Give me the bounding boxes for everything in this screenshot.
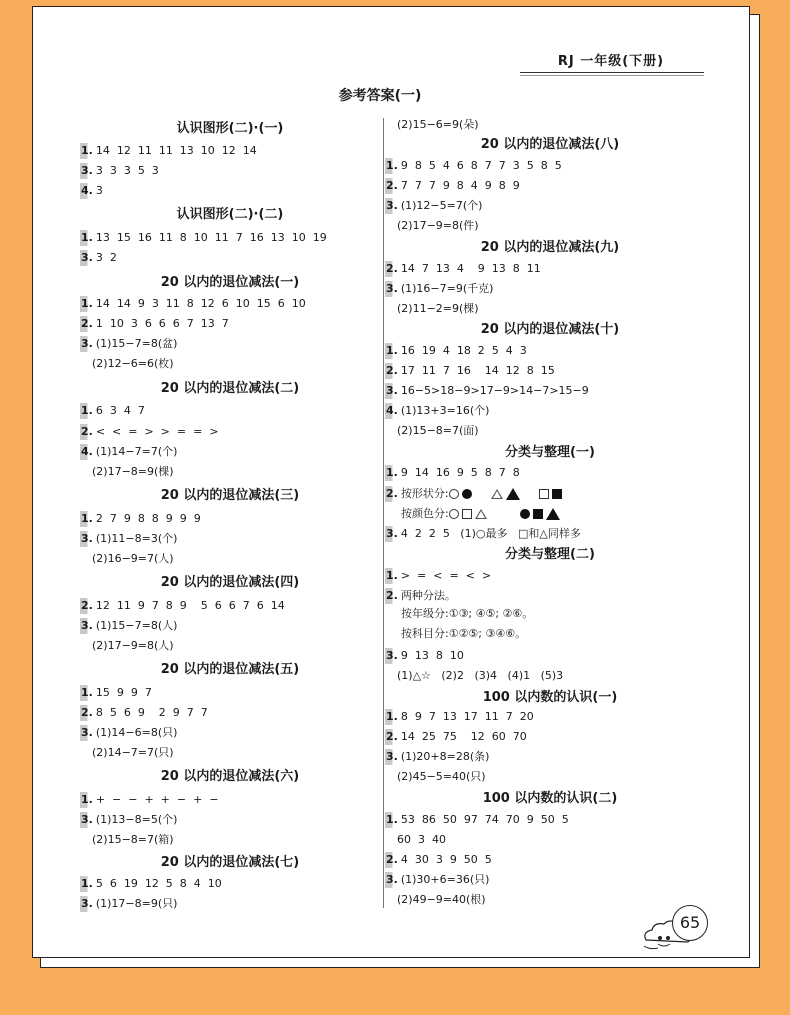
section-heading: 20 以内的退位减法(二) <box>160 381 300 396</box>
answer-line <box>80 316 229 332</box>
answer-line <box>80 403 145 419</box>
answer-text: (2)16−9=7(人) <box>92 552 174 565</box>
section-heading: 分类与整理(一) <box>505 445 595 460</box>
filled-triangle-icon <box>506 488 520 500</box>
answer-line <box>385 506 563 522</box>
filled-triangle-icon <box>546 508 560 520</box>
answer-line <box>385 178 520 194</box>
question-number: 3. <box>81 726 93 739</box>
answer-line <box>80 876 222 892</box>
header-rule <box>520 72 704 73</box>
answer-line <box>80 531 177 547</box>
answer-text: (2)15−6=9(朵) <box>397 118 479 131</box>
answer-line <box>385 648 464 664</box>
answer-text: (2)17−8=9(棵) <box>92 465 174 478</box>
answer-line <box>80 618 177 634</box>
answer-line <box>80 163 159 179</box>
question-number: 2. <box>386 364 398 377</box>
answer-text: (2)17−9=8(人) <box>92 639 174 652</box>
answer-line <box>385 526 581 542</box>
column-divider <box>383 118 384 908</box>
answer-text: 3 3 3 5 3 <box>95 164 159 177</box>
answer-text: 12 11 9 7 8 9 5 6 6 7 6 14 <box>95 599 285 612</box>
section-heading: 20 以内的退位减法(四) <box>160 575 300 590</box>
answer-text: 2 7 9 8 8 9 9 9 <box>95 512 201 525</box>
answer-line <box>80 296 306 312</box>
question-number: 1. <box>386 813 398 826</box>
answer-text: (1)14−6=8(只) <box>95 726 178 739</box>
section-heading: 分类与整理(二) <box>505 547 595 562</box>
question-number: 2. <box>81 599 93 612</box>
hollow-square-icon <box>462 509 472 519</box>
answer-line <box>385 832 446 848</box>
answer-text: 17 11 7 16 14 12 8 15 <box>400 364 555 377</box>
answer-text: 按年级分:①③; ④⑤; ②⑥。 <box>401 607 534 620</box>
answer-text: 3 <box>95 184 103 197</box>
answer-text: (2)14−7=7(只) <box>92 746 174 759</box>
question-number: 1. <box>81 686 93 699</box>
question-number: 1. <box>81 404 93 417</box>
answer-text: 8 9 7 13 17 11 7 20 <box>400 710 534 723</box>
section-heading: 20 以内的退位减法(三) <box>160 488 300 503</box>
answer-text: (1)13−8=5(个) <box>95 813 178 826</box>
answer-text: 60 3 40 <box>397 833 446 846</box>
answer-text: (1)11−8=3(个) <box>95 532 178 545</box>
answer-text: 14 7 13 4 9 13 8 11 <box>400 262 541 275</box>
answer-line <box>80 511 201 527</box>
question-number: 3. <box>386 750 398 763</box>
question-number: 3. <box>81 897 93 910</box>
hollow-circle-icon <box>449 509 459 519</box>
question-number: 4. <box>386 404 398 417</box>
question-number: 3. <box>81 532 93 545</box>
answer-line <box>385 301 479 317</box>
question-number: 3. <box>386 527 398 540</box>
answer-text: 9 8 5 4 6 8 7 7 3 5 8 5 <box>400 159 562 172</box>
question-number: 2. <box>81 317 93 330</box>
answer-line <box>80 896 177 912</box>
answer-text: (1)30+6=36(只) <box>400 873 490 886</box>
question-number: 1. <box>386 159 398 172</box>
hollow-triangle-icon <box>491 489 503 499</box>
filled-square-icon <box>533 509 543 519</box>
answer-line <box>385 812 569 828</box>
answer-line <box>385 343 527 359</box>
answer-line <box>80 183 103 199</box>
grade-header: RJ 一年级(下册) <box>557 54 665 69</box>
answer-line <box>385 668 563 684</box>
header-rule-thin <box>520 75 704 76</box>
answer-text: 7 7 7 9 8 4 9 8 9 <box>400 179 520 192</box>
answer-line <box>80 424 219 440</box>
answer-text: (1)17−8=9(只) <box>95 897 178 910</box>
answer-line <box>385 403 489 419</box>
question-number: 4. <box>81 184 93 197</box>
answer-line <box>80 551 174 567</box>
answer-text: (1)14−7=7(个) <box>95 445 178 458</box>
hollow-triangle-icon <box>475 509 487 519</box>
answer-text: (1)15−7=8(盆) <box>95 337 178 350</box>
answer-text: < < = > > = = > <box>95 425 219 438</box>
answer-text: 3 2 <box>95 251 117 264</box>
page-title: 参考答案(一) <box>338 88 422 104</box>
question-number: 1. <box>386 466 398 479</box>
answer-line <box>80 230 327 246</box>
answer-line <box>385 198 482 214</box>
answer-text: 9 14 16 9 5 8 7 8 <box>400 466 520 479</box>
section-heading: 认识图形(二)·(二) <box>176 207 284 222</box>
question-number: 1. <box>81 297 93 310</box>
section-heading: 20 以内的退位减法(七) <box>160 855 300 870</box>
answer-line <box>385 218 479 234</box>
answer-line <box>385 383 589 399</box>
section-heading: 20 以内的退位减法(十) <box>480 322 620 337</box>
filled-circle-icon <box>520 509 530 519</box>
answer-line <box>385 872 489 888</box>
section-heading: 20 以内的退位减法(一) <box>160 275 300 290</box>
answer-text: 16−5>18−9>17−9>14−7>15−9 <box>400 384 589 397</box>
answer-text: 按颜色分: <box>401 507 449 520</box>
filled-circle-icon <box>462 489 472 499</box>
question-number: 4. <box>81 445 93 458</box>
question-number: 1. <box>81 877 93 890</box>
answer-line <box>80 725 177 741</box>
section-heading: 20 以内的退位减法(八) <box>480 137 620 152</box>
answer-text: 按形状分: <box>400 487 449 500</box>
section-heading: 100 以内数的认识(二) <box>482 791 618 806</box>
answer-text: 53 86 50 97 74 70 9 50 5 <box>400 813 569 826</box>
answer-text: 14 25 75 12 60 70 <box>400 730 527 743</box>
answer-text: 按科目分:①②⑤; ③④⑥。 <box>401 627 527 640</box>
answer-line <box>385 423 479 439</box>
question-number: 1. <box>81 144 93 157</box>
section-heading: 20 以内的退位减法(五) <box>160 662 300 677</box>
answer-line <box>385 568 491 584</box>
answer-line <box>80 685 152 701</box>
question-number: 3. <box>81 619 93 632</box>
answer-line <box>385 158 562 174</box>
question-number: 2. <box>386 730 398 743</box>
question-number: 3. <box>386 384 398 397</box>
answer-line <box>80 336 177 352</box>
answer-line <box>80 832 174 848</box>
answer-line <box>80 745 174 761</box>
answer-line <box>385 606 533 622</box>
answer-text: 16 19 4 18 2 5 4 3 <box>400 344 527 357</box>
answer-text: (1)12−5=7(个) <box>400 199 483 212</box>
question-number: 3. <box>81 813 93 826</box>
answer-line <box>80 464 174 480</box>
question-number: 2. <box>81 425 93 438</box>
hollow-circle-icon <box>449 489 459 499</box>
answer-text: (2)17−9=8(件) <box>397 219 479 232</box>
answer-line <box>385 626 526 642</box>
answer-text: (2)11−2=9(棵) <box>397 302 479 315</box>
answer-text: (1)△☆ (2)2 (3)4 (4)1 (5)3 <box>397 669 564 682</box>
question-number: 2. <box>81 706 93 719</box>
answer-text: 15 9 9 7 <box>95 686 152 699</box>
answer-line <box>80 812 177 828</box>
answer-text: (1)13+3=16(个) <box>400 404 490 417</box>
answer-text: 4 30 3 9 50 5 <box>400 853 492 866</box>
answer-text: 两种分法。 <box>400 589 456 602</box>
answer-line <box>385 588 456 604</box>
answer-text: 6 3 4 7 <box>95 404 145 417</box>
answer-text: 8 5 6 9 2 9 7 7 <box>95 706 208 719</box>
answer-line <box>385 261 541 277</box>
answer-line <box>385 892 486 908</box>
section-heading: 认识图形(二)·(一) <box>176 121 284 136</box>
answer-line <box>385 281 493 297</box>
question-number: 2. <box>386 179 398 192</box>
question-number: 3. <box>81 164 93 177</box>
answer-line <box>80 143 257 159</box>
answer-line <box>80 638 174 654</box>
question-number: 2. <box>386 487 398 500</box>
question-number: 1. <box>386 569 398 582</box>
answer-line <box>385 117 479 133</box>
answer-text: (1)15−7=8(人) <box>95 619 178 632</box>
question-number: 2. <box>386 589 398 602</box>
answer-line <box>80 705 208 721</box>
question-number: 3. <box>81 251 93 264</box>
question-number: 3. <box>81 337 93 350</box>
answer-text: (2)49−9=40(根) <box>397 893 486 906</box>
answer-line <box>385 709 534 725</box>
answer-text: 14 14 9 3 11 8 12 6 10 15 6 10 <box>95 297 306 310</box>
answer-text: (1)20+8=28(条) <box>400 750 490 763</box>
answer-line <box>80 792 219 808</box>
answer-line <box>80 356 174 372</box>
answer-line <box>385 749 489 765</box>
answer-text: (2)15−8=7(箱) <box>92 833 174 846</box>
hollow-square-icon <box>539 489 549 499</box>
question-number: 1. <box>386 710 398 723</box>
answer-text: (2)45−5=40(只) <box>397 770 486 783</box>
answer-text: 4 2 2 5 (1)○最多 □和△同样多 <box>400 527 581 540</box>
question-number: 2. <box>386 853 398 866</box>
answer-line <box>385 769 486 785</box>
answer-line <box>385 852 492 868</box>
answer-line <box>385 363 555 379</box>
answer-text: 9 13 8 10 <box>400 649 464 662</box>
answer-text: (2)15−8=7(面) <box>397 424 479 437</box>
section-heading: 20 以内的退位减法(九) <box>480 240 620 255</box>
question-number: 1. <box>81 231 93 244</box>
question-number: 2. <box>386 262 398 275</box>
page-number: 65 <box>672 905 708 941</box>
answer-line <box>80 598 285 614</box>
answer-line <box>385 729 527 745</box>
answer-text: (1)16−7=9(千克) <box>400 282 494 295</box>
answer-text: 1 10 3 6 6 6 7 13 7 <box>95 317 229 330</box>
answer-line <box>385 486 565 502</box>
answer-line <box>385 465 520 481</box>
answer-text: 14 12 11 11 13 10 12 14 <box>95 144 257 157</box>
question-number: 3. <box>386 873 398 886</box>
answer-text: 13 15 16 11 8 10 11 7 16 13 10 19 <box>95 231 327 244</box>
answer-text: 5 6 19 12 5 8 4 10 <box>95 877 222 890</box>
question-number: 3. <box>386 199 398 212</box>
answer-text: (2)12−6=6(枚) <box>92 357 174 370</box>
question-number: 1. <box>81 512 93 525</box>
question-number: 3. <box>386 282 398 295</box>
answer-line <box>80 444 177 460</box>
answer-text: > = < = < > <box>400 569 492 582</box>
filled-square-icon <box>552 489 562 499</box>
answer-line <box>80 250 117 266</box>
section-heading: 100 以内数的认识(一) <box>482 690 618 705</box>
question-number: 3. <box>386 649 398 662</box>
question-number: 1. <box>81 793 93 806</box>
section-heading: 20 以内的退位减法(六) <box>160 769 300 784</box>
answer-text: + − − + + − + − <box>95 793 219 806</box>
question-number: 1. <box>386 344 398 357</box>
